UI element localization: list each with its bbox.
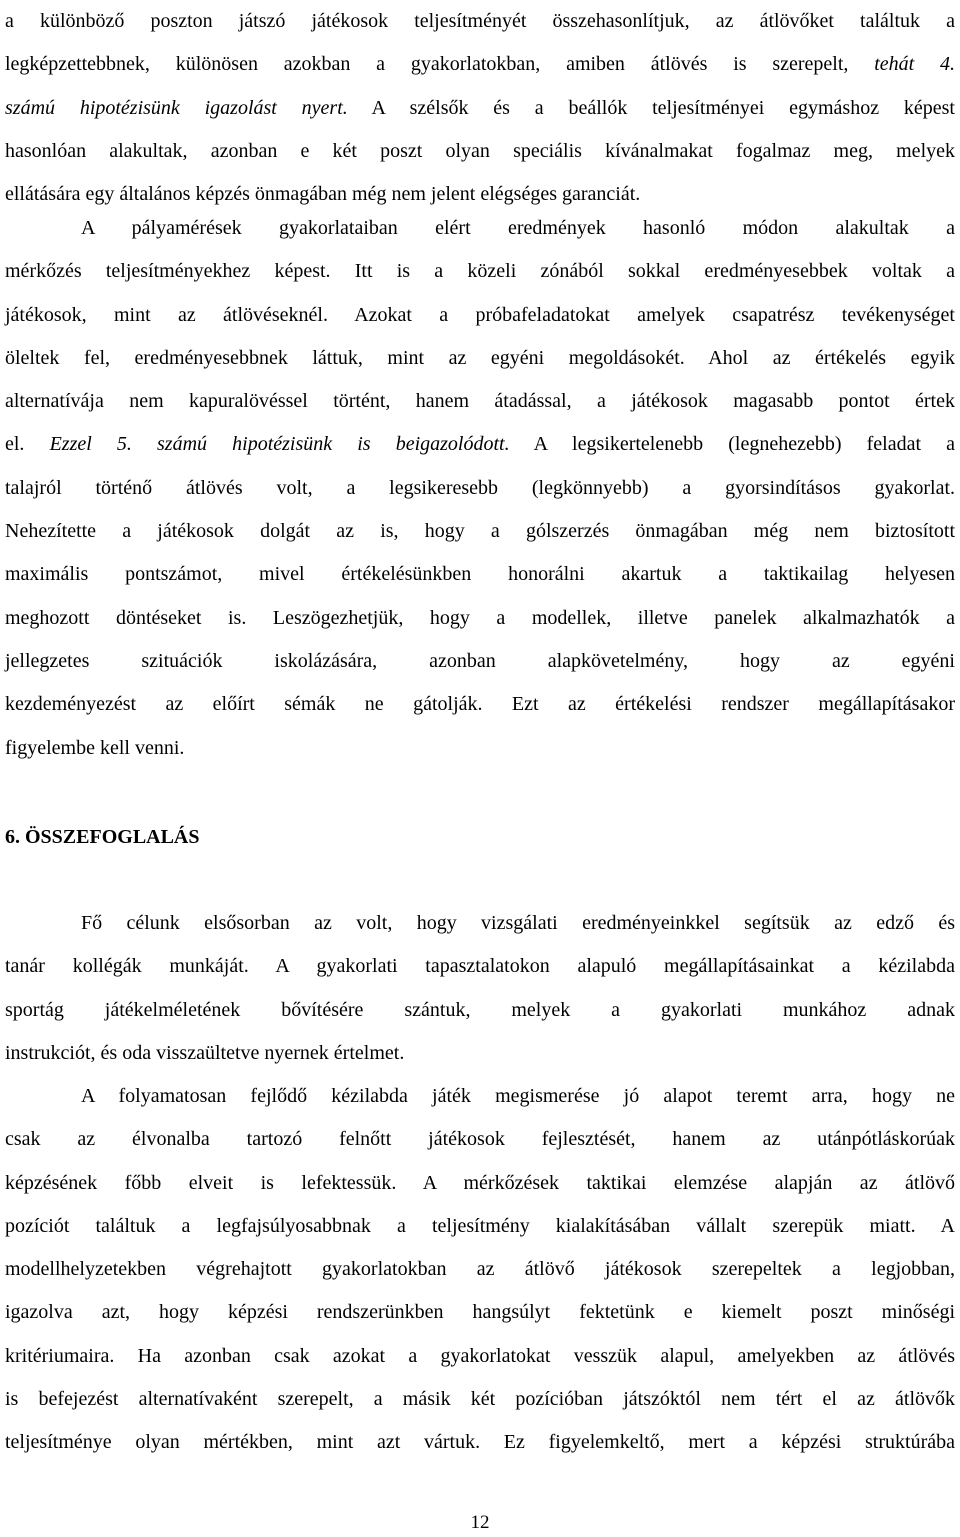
text-line — [5, 130, 955, 173]
text-line — [5, 467, 955, 510]
text-segment: A pályamérések gyakorlataiban elért eredmények hasonló módon alakultak a — [81, 217, 955, 239]
text-segment: alternatívája nem kapuralövéssel történt, hanem átadással, a játékosok magasabb pontot értek — [5, 390, 955, 413]
text-segment: A szélsők és a beállók teljesítményei egymáshoz képest — [347, 96, 955, 119]
text-segment: hasonlóan alakultak, azonban e két poszt olyan speciális kívánalmakat fogalmaz meg, melyek — [5, 139, 955, 162]
text-segment: A folyamatosan fejlődő kézilabda játék megismerése jó alapot teremt arra, hogy ne — [81, 1085, 955, 1107]
paragraph-hypothesis-4 — [5, 0, 955, 216]
page-number: 12 — [470, 1512, 490, 1533]
text-segment: legképzettebbnek, különösen azokban a gyakorlatokban, amiben átlövés is szerepelt, — [5, 53, 875, 76]
text-line — [5, 1205, 955, 1248]
text-segment: el. — [5, 433, 50, 456]
text-line — [5, 1291, 955, 1334]
text-line — [5, 207, 955, 250]
text-segment: Nehezítette a játékosok dolgát az is, hogy a gólszerzés önmagában még nem biztosított — [5, 520, 955, 543]
text-line — [5, 250, 955, 293]
text-segment: öleltek fel, eredményesebbnek láttuk, mint az egyéni megoldásokét. Ahol az értékelés egyik — [5, 346, 955, 369]
text-line — [5, 553, 955, 596]
text-line — [5, 43, 955, 86]
text-line — [5, 1335, 955, 1378]
text-segment: talajról történő átlövés volt, a legsikeresebb (legkönnyebb) a gyorsindításos gyakorlat. — [5, 476, 955, 499]
text-segment: sportág játékelméletének bővítésére szántuk, melyek a gyakorlati munkához adnak — [5, 998, 955, 1021]
text-segment: kezdeményezést az előírt sémák ne gátolják. Ezt az értékelési rendszer megállapításakor — [5, 693, 955, 716]
text-line — [5, 0, 955, 43]
paragraph-summary-findings — [5, 1075, 955, 1465]
text-segment: is befejezést alternatívaként szerepelt, a másik két pozícióban játszóktól nem tért el az átlövők — [5, 1388, 955, 1411]
italic-text: tehát 4. — [874, 53, 955, 76]
text-line — [5, 640, 955, 683]
text-segment: Fő célunk elsősorban az volt, hogy vizsgálati eredményeinkkel segítsük az edző és — [81, 912, 955, 934]
text-line — [5, 945, 955, 988]
text-line — [5, 1118, 955, 1161]
italic-text: számú hipotézisünk igazolást nyert. — [5, 96, 348, 119]
section-heading: 6. ÖSSZEFOGLALÁS — [5, 826, 200, 848]
text-segment: figyelembe kell venni. — [5, 736, 185, 759]
text-line — [5, 902, 955, 945]
text-line — [5, 423, 955, 466]
text-line — [5, 597, 955, 640]
text-line — [5, 87, 955, 130]
text-line — [5, 1162, 955, 1205]
text-line — [5, 380, 955, 423]
text-segment: teljesítménye olyan mértékben, mint azt vártuk. Ez figyelemkeltő, mert a képzési struktúrába — [5, 1431, 955, 1454]
text-line — [5, 727, 955, 770]
text-line — [5, 510, 955, 553]
text-segment: képzésének főbb elveit is lefektessük. A mérkőzések taktikai elemzése alapján az átlövő — [5, 1171, 955, 1194]
text-segment: jellegzetes szituációk iskolázására, azonban alapkövetelmény, hogy az egyéni — [5, 649, 955, 672]
text-segment: kritériumaira. Ha azonban csak azokat a gyakorlatokat vesszük alapul, amelyekben az átlövés — [5, 1344, 955, 1367]
text-segment: tanár kollégák munkáját. A gyakorlati tapasztalatokon alapuló megállapításainkat a kézilabda — [5, 955, 955, 978]
text-segment: játékosok, mint az átlövéseknél. Azokat a próbafeladatokat amelyek csapatrész tevékenységet — [5, 303, 955, 326]
text-segment: a különböző poszton játszó játékosok teljesítményét összehasonlítjuk, az átlövőket találtuk a — [5, 10, 955, 32]
text-segment: modellhelyzetekben végrehajtott gyakorlatokban az átlövő játékosok szerepeltek a legjobban, — [5, 1258, 955, 1281]
text-segment: instrukciót, és oda visszaültetve nyernek értelmet. — [5, 1041, 405, 1064]
text-line — [5, 1248, 955, 1291]
text-line — [5, 294, 955, 337]
text-line — [5, 1378, 955, 1421]
text-line — [5, 683, 955, 726]
text-line — [5, 1032, 955, 1075]
text-line — [5, 989, 955, 1032]
text-line — [5, 337, 955, 380]
paragraph-field-tests — [5, 207, 955, 770]
text-segment: igazolva azt, hogy képzési rendszerünkben hangsúlyt fektetünk e kiemelt poszt minőségi — [5, 1301, 955, 1324]
paragraph-summary-goal — [5, 902, 955, 1075]
text-segment: csak az élvonalba tartozó felnőtt játékosok fejlesztését, hanem az utánpótláskorúak — [5, 1128, 955, 1151]
text-line — [5, 1421, 955, 1464]
text-segment: maximális pontszámot, mivel értékelésünkben honorálni akartuk a taktikailag helyesen — [5, 563, 955, 586]
text-segment: ellátására egy általános képzés önmagában még nem jelent elégséges garanciát. — [5, 183, 641, 206]
text-segment: meghozott döntéseket is. Leszögezhetjük, hogy a modellek, illetve panelek alkalmazhatók a — [5, 606, 955, 629]
text-segment: mérkőzés teljesítményekhez képest. Itt is a közeli zónából sokkal eredményesebbek voltak a — [5, 260, 955, 283]
text-segment: pozíciót találtuk a legfajsúlyosabbnak a teljesítmény kialakításában vállalt szerepük miatt. A — [5, 1214, 955, 1237]
text-segment: A legsikertelenebb (legnehezebb) feladat a — [509, 433, 956, 456]
text-line — [5, 1075, 955, 1118]
italic-text: Ezzel 5. számú hipotézisünk is beigazolódott. — [49, 433, 510, 456]
